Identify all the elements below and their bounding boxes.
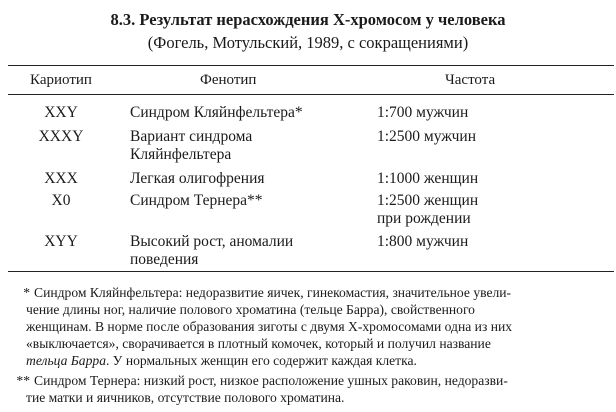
table-bottom-rule: [8, 271, 614, 272]
frequency-cell: [377, 170, 607, 188]
footnote-klinefelter: [8, 284, 614, 369]
phenotype-cell: [130, 192, 370, 210]
frequency-cell: [377, 128, 607, 146]
karyotype-cell: XYY: [44, 233, 78, 250]
footnote-line: Синдром Тернера: низкий рост, низкое расположение ушных раковин, недоразви-: [34, 373, 508, 388]
phenotype-line: Вариант синдрома: [130, 128, 253, 145]
phenotype-cell: [130, 170, 370, 188]
phenotype-line: Синдром Тернера**: [130, 192, 263, 209]
karyotype-cell: XXX: [44, 170, 78, 187]
phenotype-line: Высокий рост, аномалии: [130, 233, 294, 250]
table-header-rule: [8, 94, 614, 95]
phenotype-cell: [130, 233, 370, 269]
footnote-line: тие матки и яичников, отсутствие полового хроматина.: [26, 390, 345, 405]
footnote-term-barr-body: тельца Барра: [26, 353, 106, 368]
header-karyotype: Кариотип: [30, 72, 92, 88]
footnote-turner: [8, 372, 614, 406]
frequency-cell: [377, 104, 607, 122]
phenotype-line: поведения: [130, 251, 199, 268]
footnote-line: «выключается», сворачивается в плотный комочек, который и получил название: [26, 336, 491, 351]
frequency-cell: [377, 192, 607, 228]
frequency-line: 1:1000 женщин: [377, 170, 479, 187]
header-phenotype: Фенотип: [200, 72, 257, 88]
footnote-mark: **: [16, 373, 30, 388]
frequency-line: при рождении: [377, 210, 471, 227]
footnote-line: чение длины ног, наличие полового хроматина (тельце Барра), свойственного: [26, 302, 475, 317]
table-title: 8.3. Результат нерасхождения Х-хромосом у человека: [110, 10, 506, 29]
phenotype-line: Синдром Кляйнфельтера*: [130, 104, 303, 121]
footnote-mark: *: [23, 285, 30, 300]
frequency-line: 1:700 мужчин: [377, 104, 469, 121]
footnote-line: Синдром Кляйнфельтера: недоразвитие яичек, гинекомастия, значительное увели-: [34, 285, 512, 300]
karyotype-cell: XXY: [44, 104, 78, 121]
phenotype-cell: [130, 104, 370, 122]
phenotype-cell: [130, 128, 370, 164]
footnote-line: . У нормальных женщин его содержит каждая клетка.: [106, 353, 417, 368]
header-frequency: Частота: [445, 72, 496, 88]
frequency-line: 1:800 мужчин: [377, 233, 469, 250]
frequency-line: 1:2500 мужчин: [377, 128, 476, 145]
phenotype-line: Легкая олигофрения: [130, 170, 265, 187]
phenotype-line: Кляйнфельтера: [130, 146, 232, 163]
table-top-rule: [8, 65, 614, 66]
table-subtitle: (Фогель, Мотульский, 1989, с сокращениями): [147, 33, 469, 52]
frequency-cell: [377, 233, 607, 251]
karyotype-cell: X0: [51, 192, 71, 209]
karyotype-cell: XXXY: [38, 128, 84, 145]
frequency-line: 1:2500 женщин: [377, 192, 479, 209]
footnote-line: женщинам. В норме после образования зиготы с двумя Х-хромосомами одна из них: [26, 319, 513, 334]
